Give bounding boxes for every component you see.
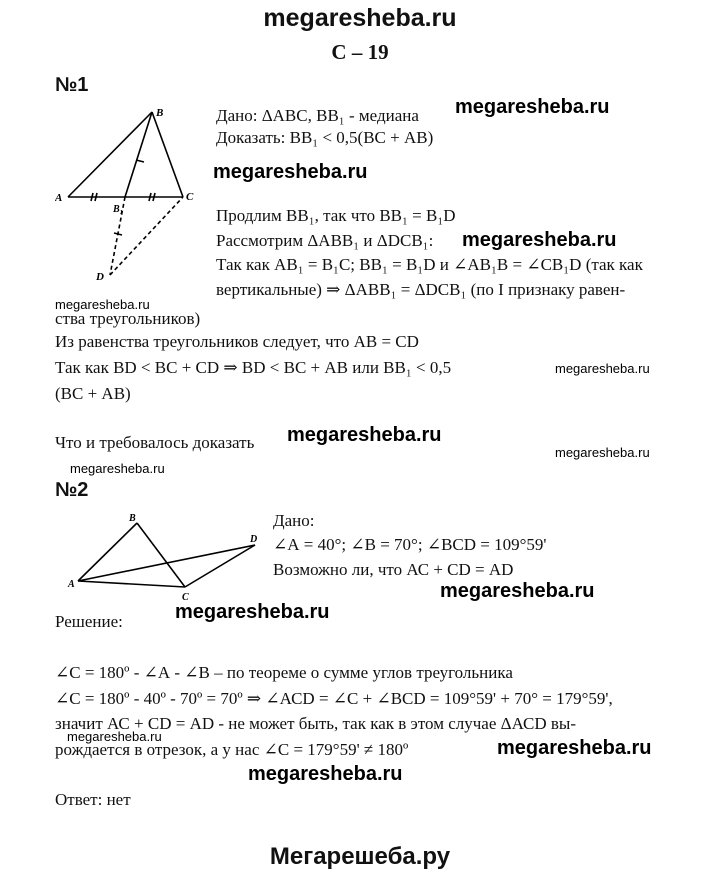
p2-solution-label: Решение: [55, 612, 123, 631]
segment-ad [78, 545, 255, 581]
section-title: С – 19 [331, 40, 389, 64]
label-d: D [250, 534, 258, 545]
p1-line-2: Рассмотрим ΔАВВ₁ и ΔDСВ₁: [216, 231, 434, 250]
p1-line-3: Так как АВ₁ = В₁С; ВВ₁ = В₁D и ∠АВ₁В = ∠СВ₁D (так как [216, 255, 643, 274]
watermark-3: megaresheba.ru [462, 229, 617, 251]
watermark-12: megaresheba.ru [497, 737, 652, 759]
header-site-watermark: megaresheba.ru [263, 4, 457, 32]
p2-line-1: ∠С = 180º - ∠А - ∠В – по теореме о сумме углов треугольника [55, 663, 513, 682]
p1-line-6: Из равенства треугольников следует, что АВ = СD [55, 332, 419, 351]
problem-2-figure [60, 505, 270, 605]
p2-line-3: значит АС + СD = АD - не может быть, так как в этом случае ΔАСD вы- [55, 714, 576, 733]
segment-ab [78, 523, 137, 581]
p2-line-2: ∠С = 180º - 40º - 70º = 70º ⇒ ∠АСD = ∠С + ∠ВСD = 109°59' + 70° = 179°59', [55, 689, 613, 708]
p2-answer: Ответ: нет [55, 790, 131, 809]
segment-ac [78, 581, 185, 587]
label-b: B [129, 513, 136, 524]
footer-site-watermark: Мегарешеба.ру [269, 843, 451, 870]
p1-line-5: ства треугольников) [55, 309, 201, 328]
p1-prove: Доказать: ВВ₁ < 0,5(ВС + АВ) [216, 128, 434, 147]
p1-line-8: (ВС + АВ) [55, 384, 131, 403]
p1-line-9: Что и требовалось доказать [55, 433, 255, 452]
problem-2-number: №2 [55, 479, 89, 501]
p1-line-1: Продлим ВВ₁, так что ВВ₁ = В₁D [216, 206, 456, 225]
segment-bc [152, 112, 183, 197]
segment-ab [68, 112, 152, 197]
watermark-1: megaresheba.ru [455, 96, 610, 118]
watermark-4: megaresheba.ru [55, 297, 150, 312]
label-d: D [96, 271, 104, 283]
watermark-7: megaresheba.ru [555, 445, 650, 460]
problem-1-figure [55, 100, 215, 290]
segment-cd [185, 545, 255, 587]
watermark-10: megaresheba.ru [175, 601, 330, 623]
watermark-2: megaresheba.ru [213, 161, 368, 183]
p2-line-4: рождается в отрезок, а у нас ∠С = 179°59' ≠ 180º [55, 740, 409, 759]
p2-question: Возможно ли, что АС + СD = АD [273, 560, 514, 579]
label-c: C [182, 592, 189, 603]
p2-given: Дано: [273, 511, 315, 530]
label-a: A [55, 192, 63, 204]
watermark-13: megaresheba.ru [248, 763, 403, 785]
watermark-9: megaresheba.ru [440, 580, 595, 602]
p1-given: Дано: ΔАВС, ВВ₁ - медиана [216, 106, 419, 125]
label-b: B [156, 107, 164, 119]
label-a: A [68, 579, 75, 590]
problem-1-number: №1 [55, 74, 89, 96]
segment-bc [137, 523, 185, 587]
p1-line-4: вертикальные) ⇒ ΔАВВ₁ = ΔDСВ₁ (по I признаку равен- [216, 280, 626, 299]
p2-angles: ∠А = 40°; ∠В = 70°; ∠ВСD = 109°59' [273, 535, 547, 554]
label-b1: B₁ [113, 204, 124, 215]
p1-line-7: Так как ВD < ВС + СD ⇒ ВD < ВС + АВ или ВВ₁ < 0,5 [55, 358, 452, 377]
label-c: C [186, 191, 194, 203]
watermark-8: megaresheba.ru [70, 461, 165, 476]
watermark-11: megaresheba.ru [67, 729, 162, 744]
watermark-6: megaresheba.ru [287, 424, 442, 446]
watermark-5: megaresheba.ru [555, 361, 650, 376]
